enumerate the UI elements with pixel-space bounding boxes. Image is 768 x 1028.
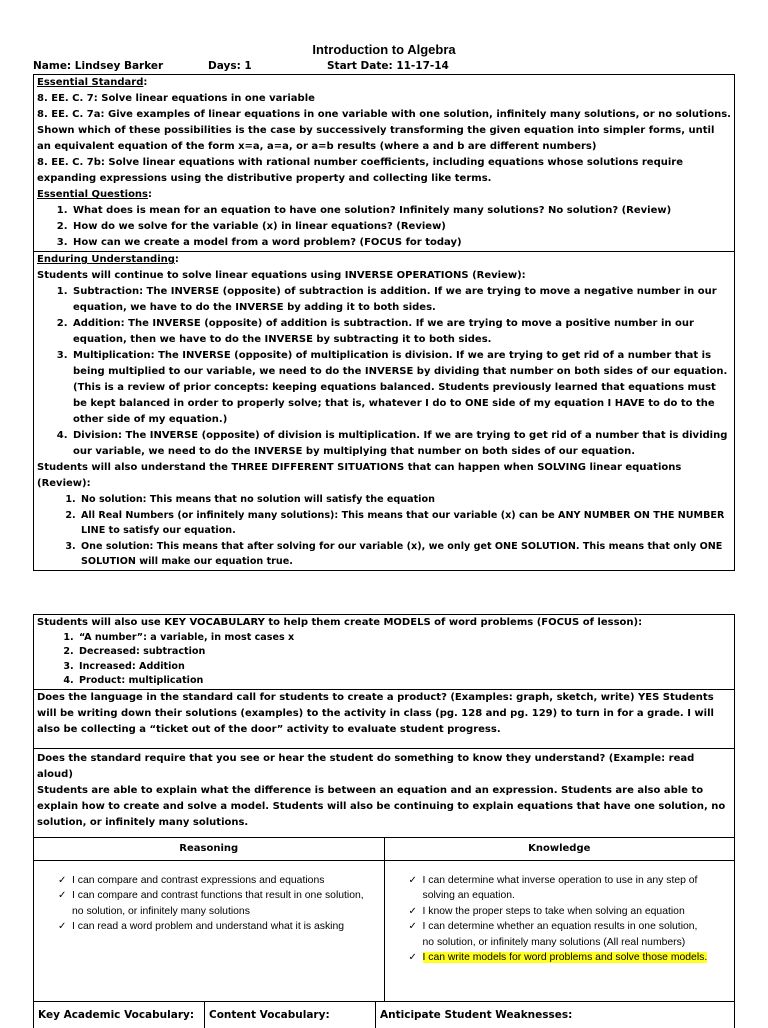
reasoning-list [34, 861, 384, 935]
start-date: Start Date: 11-17-14 [327, 60, 449, 72]
reasoning-column [34, 861, 384, 1001]
reasoning-knowledge-header [34, 837, 734, 860]
product-text: Does the language in the standard call for students to create a product? (Examples: graph, sketch, write) YES Students will be writing down their solutions (examples) to the activity in class (pg. 128 and pg. 129) to turn in for a grade. I will also be collecting a “ticket out of the door” activity to evaluate student progress. [37, 691, 714, 735]
vocabulary-item: 2. Decreased: subtraction [77, 645, 731, 660]
standard-line: 8. EE. C. 7a: Give examples of linear equations in one variable with one solution, infinitely many solutions, or no solutions. Shown which of these possibilities is the case by successively transforming the given equation into simpler forms, until an equivalent equation of the form x=a, a=a, or a=b results (where a and b are different numbers) [37, 109, 731, 152]
student-weaknesses-label: Anticipate Student Weaknesses: [375, 1002, 734, 1028]
document-title: Introduction to Algebra [312, 42, 456, 57]
question-item: 2. How do we solve for the variable (x) in linear equations? (Review) [71, 219, 731, 235]
knowledge-item: ✓ I know the proper steps to take when solving an equation [409, 904, 711, 920]
product-section [34, 690, 734, 748]
reasoning-knowledge-body [34, 860, 734, 1001]
reasoning-item: ✓ I can compare and contrast expressions and equations [58, 873, 374, 889]
teacher-name: Name: Lindsey Barker [33, 60, 164, 72]
vocabulary-item: 1. “A number”: a variable, in most cases x [77, 631, 731, 646]
key-vocabulary-section [34, 615, 734, 689]
vocabulary-footer-row [34, 1001, 734, 1028]
vocabulary-item: 3. Increased: Addition [77, 660, 731, 675]
knowledge-item-highlighted [409, 950, 711, 966]
explain-section [34, 749, 734, 837]
knowledge-item: ✓ I can determine what inverse operation to use in any step of solving an equation. [409, 873, 711, 904]
enduring-understanding-section: Enduring Understanding: Students will continue to solve linear equations using INVERSE OPERATIONS (Review): 1. Subtraction: The INVERSE (opposite) of subtraction is addition. If we are trying to move a negative number in our equation, we have to do the INVERSE by adding it to both sides. 2. Addition: The INVERSE (opposite) of addition is subtraction. If we are trying to move a positive number in our equation, then we have to do the INVERSE by subtracting it to both sides. 3. Multiplication: The INVERSE (opposite) of multiplication is division. If we are trying to get rid of a number that is being multiplied to our variable, we need to do the INVERSE by dividing that number on both sides of our equation. (This is a review of prior concepts: keeping equations balanced. Students previously learned that equations must be kept balanced in order to properly solve; that is, whatever I do to ONE side of my equation I HAVE to do to the other side of my equation.) 4. Division: The INVERSE (opposite) of division is multiplication. If we are trying to get rid of a number that is dividing our variable, we need to do the INVERSE by multiplying that number on both sides of our equation. Students will also understand the THREE DIFFERENT SITUATIONS that can happen when SOLVING linear equations (Review): 1. No solution: This means that no solution will satisfy the equation 2. All Real Numbers (or infinitely many solutions): This means that our variable (x) can be ANY NUMBER ON THE NUMBER LINE to satisfy our equation. 3. One solution: This means that after solving for our variable (x), we only get ONE SOLUTION. This means that only ONE SOLUTION will make our equation true. [34, 252, 734, 570]
knowledge-item: ✓ I can determine whether an equation results in one solution, no solution, or infinitely many solutions (All real numbers) [409, 919, 711, 950]
situation-item: 1. No solution: This means that no solution will satisfy the equation [79, 492, 731, 508]
standard-line: 8. EE. C. 7b: Solve linear equations with rational number coefficients, including equations whose solutions require expanding expressions using the distributive property and collecting like terms. [37, 157, 684, 184]
operation-item: 3. Multiplication: The INVERSE (opposite) of multiplication is division. If we are trying to get rid of a number that is being multiplied to our variable, we need to do the INVERSE by dividing that number on both sides of our equation. (This is a review of prior concepts: keeping equations balanced. Students previously learned that equations must be kept balanced in order to properly solve; that is, whatever I do to ONE side of my equation I HAVE to do to the other side of my equation.) [71, 348, 731, 428]
situation-item: 2. All Real Numbers (or infinitely many solutions): This means that our variable (x) can be ANY NUMBER ON THE NUMBER LINE to satisfy our equation. [79, 508, 731, 539]
situation-item: 3. One solution: This means that after solving for our variable (x), we only get ONE SOLUTION. This means that only ONE SOLUTION will make our equation true. [79, 539, 731, 570]
reasoning-item: ✓ I can read a word problem and understand what it is asking [58, 919, 374, 935]
situations-list [37, 492, 731, 570]
vocabulary-intro: Students will also use KEY VOCABULARY to help them create MODELS of word problems (FOCUS of lesson): [37, 617, 643, 628]
question-item: 1. What does is mean for an equation to have one solution? Infinitely many solutions? No solution? (Review) [71, 203, 731, 219]
reasoning-item: ✓ I can compare and contrast functions that result in one solution, no solution, or infinitely many solutions [58, 888, 374, 919]
essential-questions-heading: Essential Questions [37, 189, 149, 200]
inverse-operations-list [37, 284, 731, 460]
knowledge-heading: Knowledge [384, 838, 735, 860]
explain-answer: Students are able to explain what the difference is between an equation and an expression. Students are also able to explain how to create and solve a model. Students will also be continuing to explain equations that have one solution, no solution, or infinitely many solutions. [37, 784, 726, 828]
operation-item: 2. Addition: The INVERSE (opposite) of addition is subtraction. If we are trying to move a positive number in our equation, then we have to do the INVERSE by subtracting it to both sides. [71, 316, 731, 348]
vocabulary-item: 4. Product: multiplication [77, 674, 731, 689]
essential-standard-heading: Essential Standard [37, 77, 144, 88]
knowledge-list [385, 861, 735, 966]
operation-item: 4. Division: The INVERSE (opposite) of division is multiplication. If we are trying to get rid of a number that is dividing our variable, we need to do the INVERSE by multiplying that number on both sides of our equation. [71, 428, 731, 460]
lesson-details-box [33, 614, 735, 1028]
situations-intro: Students will also understand the THREE DIFFERENT SITUATIONS that can happen when SOLVING linear equations (Review): [37, 462, 682, 489]
essential-questions-list [37, 203, 731, 251]
highlighted-text: I can write models for word problems and solve those models. [422, 952, 708, 963]
reasoning-heading: Reasoning [179, 842, 239, 854]
standards-box [33, 74, 735, 571]
content-vocabulary-label: Content Vocabulary: [204, 1002, 375, 1028]
standard-line: 8. EE. C. 7: Solve linear equations in one variable [37, 93, 315, 104]
question-item: 3. How can we create a model from a word problem? (FOCUS for today) [71, 235, 731, 251]
operation-item: 1. Subtraction: The INVERSE (opposite) of subtraction is addition. If we are trying to move a negative number in our equation, we have to do the INVERSE by adding it to both sides. [71, 284, 731, 316]
essential-standard-section: Essential Standard: 8. EE. C. 7: Solve linear equations in one variable 8. EE. C. 7a: Give examples of linear equations in one variable with one solution, infinitely many solutions, or no solutions. Shown which of these possibilities is the case by successively transforming the given equation into simpler forms, until an equivalent equation of the form x=a, a=a, or a=b results (where a and b are different numbers) 8. EE. C. 7b: Solve linear equations with rational number coefficients, including equations whose solutions require expanding expressions using the distributive property and collecting like terms. Essential Questions: 1. What does is mean for an equation to have one solution? Infinitely many solutions? No solution? (Review) 2. How do we solve for the variable (x) in linear equations? (Review) 3. How can we create a model from a word problem? (FOCUS for today) [34, 75, 734, 251]
vocabulary-list [37, 631, 731, 689]
inverse-operations-intro: Students will continue to solve linear equations using INVERSE OPERATIONS (Review): [37, 270, 526, 281]
key-academic-vocabulary-label: Key Academic Vocabulary: [38, 1008, 195, 1021]
days-count: Days: 1 [208, 60, 252, 72]
knowledge-column [384, 861, 735, 1001]
enduring-understanding-heading: Enduring Understanding [37, 254, 175, 265]
explain-question: Does the standard require that you see or hear the student do something to know they understand? (Example: read aloud) [37, 752, 695, 780]
